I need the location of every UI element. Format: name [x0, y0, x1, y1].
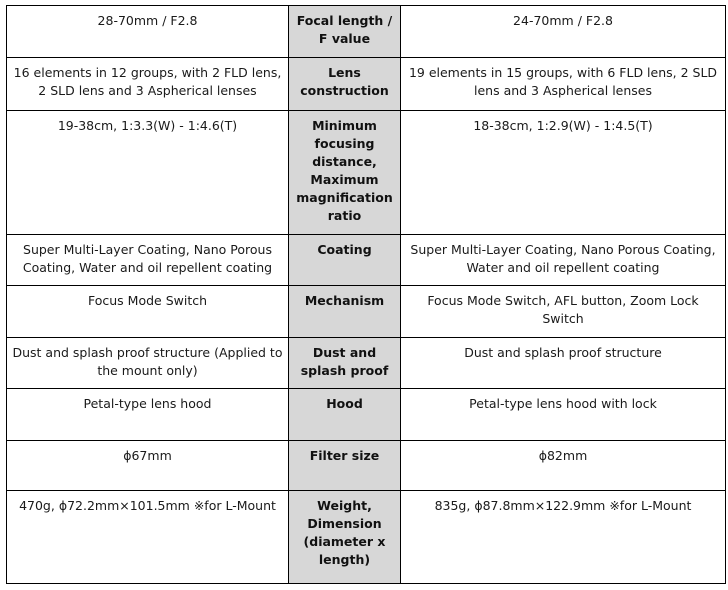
table-row — [7, 58, 726, 111]
left-lens-value: Focus Mode Switch — [7, 286, 289, 338]
right-lens-value: ϕ82mm — [401, 441, 726, 491]
right-lens-value: 24-70mm / F2.8 — [401, 6, 726, 58]
spec-label: Mechanism — [289, 286, 401, 338]
right-lens-value: Petal-type lens hood with lock — [401, 389, 726, 441]
left-lens-value: Dust and splash proof structure (Applied to the mount only) — [7, 338, 289, 389]
spec-label: Hood — [289, 389, 401, 441]
right-lens-value: 835g, ϕ87.8mm×122.9mm ※for L-Mount — [401, 491, 726, 584]
spec-label: Dust and splash proof — [289, 338, 401, 389]
table-row — [7, 6, 726, 58]
left-lens-value: 19-38cm, 1:3.3(W) - 1:4.6(T) — [7, 111, 289, 235]
left-lens-value: Super Multi-Layer Coating, Nano Porous Coating, Water and oil repellent coating — [7, 235, 289, 286]
table-row — [7, 286, 726, 338]
right-lens-value: Super Multi-Layer Coating, Nano Porous Coating, Water and oil repellent coating — [401, 235, 726, 286]
spec-label: Coating — [289, 235, 401, 286]
left-lens-value: ϕ67mm — [7, 441, 289, 491]
left-lens-value: Petal-type lens hood — [7, 389, 289, 441]
lens-spec-comparison-table — [6, 5, 726, 584]
table-row — [7, 338, 726, 389]
spec-label: Weight, Dimension (diameter x length) — [289, 491, 401, 584]
table-row — [7, 389, 726, 441]
right-lens-value: Dust and splash proof structure — [401, 338, 726, 389]
right-lens-value: 18-38cm, 1:2.9(W) - 1:4.5(T) — [401, 111, 726, 235]
table-row — [7, 441, 726, 491]
table-row — [7, 235, 726, 286]
right-lens-value: Focus Mode Switch, AFL button, Zoom Lock Switch — [401, 286, 726, 338]
spec-label: Focal length / F value — [289, 6, 401, 58]
left-lens-value: 470g, ϕ72.2mm×101.5mm ※for L-Mount — [7, 491, 289, 584]
left-lens-value: 28-70mm / F2.8 — [7, 6, 289, 58]
spec-label: Minimum focusing distance, Maximum magnification ratio — [289, 111, 401, 235]
spec-label: Lens construction — [289, 58, 401, 111]
table-row — [7, 491, 726, 584]
left-lens-value: 16 elements in 12 groups, with 2 FLD lens, 2 SLD lens and 3 Aspherical lenses — [7, 58, 289, 111]
right-lens-value: 19 elements in 15 groups, with 6 FLD lens, 2 SLD lens and 3 Aspherical lenses — [401, 58, 726, 111]
table-row — [7, 111, 726, 235]
spec-label: Filter size — [289, 441, 401, 491]
